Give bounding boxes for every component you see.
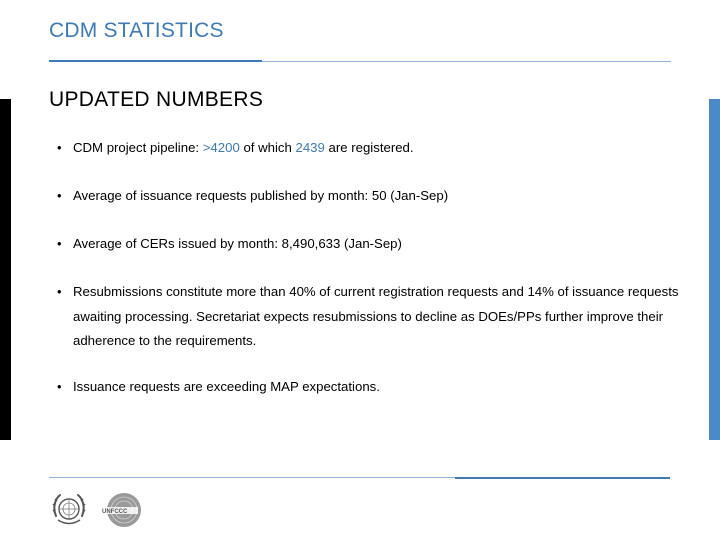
pipeline-label: CDM project pipeline: <box>73 140 203 155</box>
bullet-point: • <box>57 379 62 394</box>
section-heading: UPDATED NUMBERS <box>49 88 264 111</box>
footer-rule-accent <box>455 477 670 479</box>
bullet-text: Average of CERs issued by month: 8,490,633 (Jan-Sep) <box>73 236 402 251</box>
bullet-item <box>50 280 690 354</box>
left-side-bar <box>0 99 11 440</box>
bullet-item <box>50 375 690 400</box>
title-underline-accent <box>49 60 262 62</box>
pipeline-total: >4200 <box>202 140 240 155</box>
pipeline-suffix: are registered. <box>324 140 414 155</box>
unfccc-logo-icon <box>98 490 144 530</box>
bullet-text <box>73 136 690 161</box>
un-emblem-icon <box>50 490 88 528</box>
bullet-point: • <box>57 188 62 203</box>
bullet-point: • <box>57 236 62 251</box>
footer-rule <box>49 477 455 478</box>
pipeline-connector: of which <box>239 140 296 155</box>
title-underline <box>262 61 671 62</box>
right-side-bar <box>709 99 720 440</box>
bullet-item <box>50 232 690 257</box>
bullet-text: Average of issuance requests published by month: 50 (Jan-Sep) <box>73 188 449 203</box>
bullet-point: • <box>57 140 62 155</box>
bullet-text: Resubmissions constitute more than 40% of current registration requests and 14% of issuance requests awaiting processing. Secretariat expects resubmissions to decline as DOEs/PPs further improve their adherence to the requirements. <box>73 284 679 348</box>
pipeline-registered: 2439 <box>295 140 325 155</box>
bullet-text: Issuance requests are exceeding MAP expectations. <box>73 379 380 394</box>
bullet-item <box>50 136 690 161</box>
svg-text:UNFCCC: UNFCCC <box>102 509 128 515</box>
bullet-item <box>50 184 690 209</box>
bullet-point: • <box>57 284 62 299</box>
slide-title: CDM STATISTICS <box>49 19 224 42</box>
